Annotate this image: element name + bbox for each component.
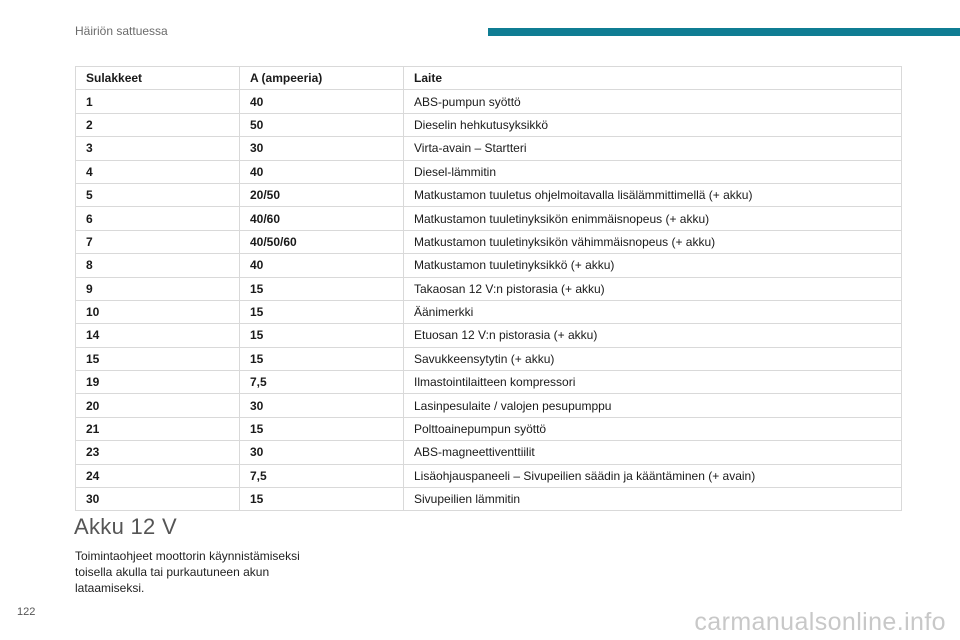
ampere-cell: 7,5 <box>240 371 404 394</box>
ampere-cell: 40 <box>240 90 404 113</box>
device-cell: Takaosan 12 V:n pistorasia (+ akku) <box>404 277 902 300</box>
section-description: Toimintaohjeet moottorin käynnistämiseksi toisella akulla tai purkautuneen akun lataamiseksi. <box>75 549 300 595</box>
ampere-cell: 40/60 <box>240 207 404 230</box>
device-cell: Äänimerkki <box>404 300 902 323</box>
table-row <box>76 324 902 347</box>
fuse-number-cell: 10 <box>76 300 240 323</box>
ampere-cell: 15 <box>240 347 404 370</box>
watermark: carmanualsonline.info <box>694 608 946 636</box>
fuse-number-cell: 8 <box>76 254 240 277</box>
table-row <box>76 300 902 323</box>
table-row <box>76 464 902 487</box>
fuse-number-cell: 3 <box>76 137 240 160</box>
ampere-cell: 20/50 <box>240 183 404 206</box>
header-accent-bar <box>488 28 960 36</box>
ampere-cell: 15 <box>240 417 404 440</box>
table-header-row <box>76 67 902 90</box>
table-row <box>76 113 902 136</box>
device-cell: Matkustamon tuuletus ohjelmoitavalla lisälämmittimellä (+ akku) <box>404 183 902 206</box>
ampere-cell: 40 <box>240 254 404 277</box>
device-cell: Ilmastointilaitteen kompressori <box>404 371 902 394</box>
device-cell: Lasinpesulaite / valojen pesupumppu <box>404 394 902 417</box>
ampere-cell: 40/50/60 <box>240 230 404 253</box>
device-cell: Matkustamon tuuletinyksikkö (+ akku) <box>404 254 902 277</box>
ampere-cell: 40 <box>240 160 404 183</box>
page-header-title: Häiriön sattuessa <box>75 24 168 38</box>
fuse-table <box>75 66 902 511</box>
page-number: 122 <box>17 606 36 618</box>
ampere-cell: 30 <box>240 394 404 417</box>
fuse-number-cell: 2 <box>76 113 240 136</box>
ampere-cell: 15 <box>240 488 404 511</box>
fuse-number-cell: 6 <box>76 207 240 230</box>
column-header-amperes: A (ampeeria) <box>240 67 404 90</box>
fuse-number-cell: 9 <box>76 277 240 300</box>
table-row <box>76 347 902 370</box>
table-row <box>76 254 902 277</box>
ampere-cell: 15 <box>240 277 404 300</box>
ampere-cell: 7,5 <box>240 464 404 487</box>
table-row <box>76 183 902 206</box>
fuse-number-cell: 7 <box>76 230 240 253</box>
device-cell: Polttoainepumpun syöttö <box>404 417 902 440</box>
device-cell: Dieselin hehkutusyksikkö <box>404 113 902 136</box>
fuse-number-cell: 30 <box>76 488 240 511</box>
fuse-number-cell: 5 <box>76 183 240 206</box>
device-cell: Etuosan 12 V:n pistorasia (+ akku) <box>404 324 902 347</box>
ampere-cell: 50 <box>240 113 404 136</box>
ampere-cell: 15 <box>240 300 404 323</box>
table-row <box>76 488 902 511</box>
ampere-cell: 30 <box>240 137 404 160</box>
table-row <box>76 441 902 464</box>
device-cell: Sivupeilien lämmitin <box>404 488 902 511</box>
section-title: Akku 12 V <box>74 514 177 539</box>
table-row <box>76 371 902 394</box>
device-cell: Lisäohjauspaneeli – Sivupeilien säädin ja kääntäminen (+ avain) <box>404 464 902 487</box>
table-row <box>76 230 902 253</box>
fuse-number-cell: 15 <box>76 347 240 370</box>
table-row <box>76 137 902 160</box>
fuse-number-cell: 24 <box>76 464 240 487</box>
ampere-cell: 30 <box>240 441 404 464</box>
table-row <box>76 417 902 440</box>
fuse-number-cell: 23 <box>76 441 240 464</box>
device-cell: Savukkeensytytin (+ akku) <box>404 347 902 370</box>
table-row <box>76 277 902 300</box>
ampere-cell: 15 <box>240 324 404 347</box>
fuse-number-cell: 19 <box>76 371 240 394</box>
device-cell: Matkustamon tuuletinyksikön enimmäisnopeus (+ akku) <box>404 207 902 230</box>
fuse-number-cell: 20 <box>76 394 240 417</box>
fuse-number-cell: 21 <box>76 417 240 440</box>
column-header-fuses: Sulakkeet <box>76 67 240 90</box>
table-row <box>76 160 902 183</box>
fuse-number-cell: 14 <box>76 324 240 347</box>
fuse-number-cell: 1 <box>76 90 240 113</box>
device-cell: Matkustamon tuuletinyksikön vähimmäisnopeus (+ akku) <box>404 230 902 253</box>
table-row <box>76 394 902 417</box>
device-cell: Virta-avain – Startteri <box>404 137 902 160</box>
column-header-device: Laite <box>404 67 902 90</box>
device-cell: Diesel-lämmitin <box>404 160 902 183</box>
device-cell: ABS-magneettiventtiilit <box>404 441 902 464</box>
device-cell: ABS-pumpun syöttö <box>404 90 902 113</box>
table-row <box>76 90 902 113</box>
table-row <box>76 207 902 230</box>
fuse-number-cell: 4 <box>76 160 240 183</box>
